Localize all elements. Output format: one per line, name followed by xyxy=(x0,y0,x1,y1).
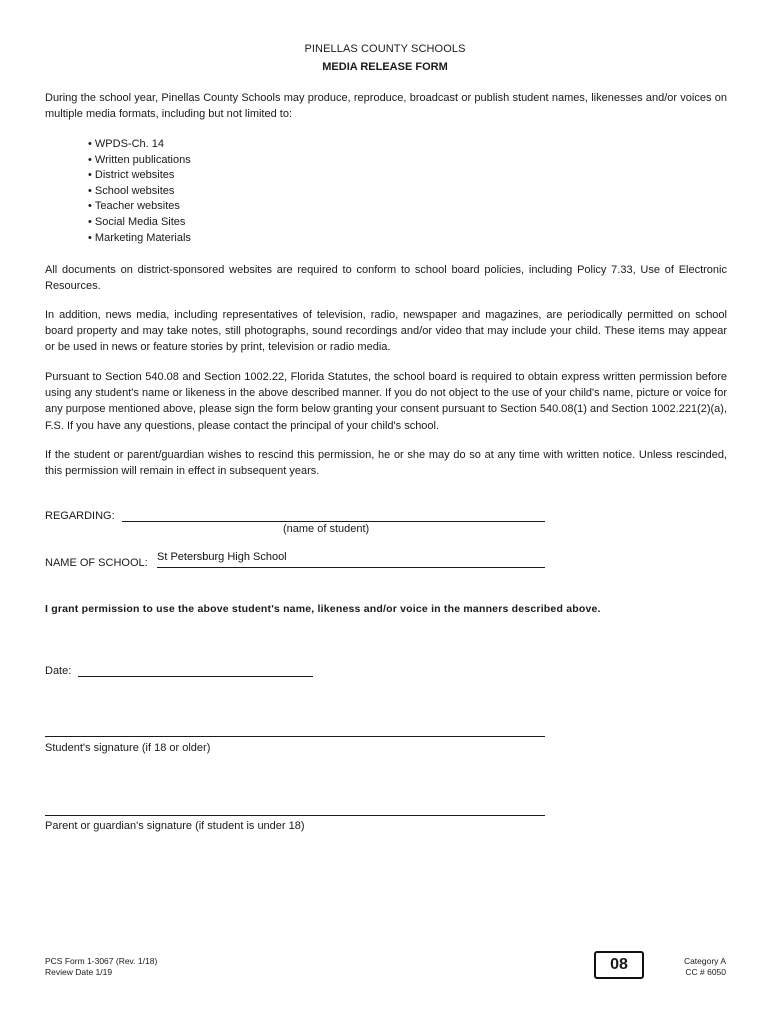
grant-statement: I grant permission to use the above student's name, likeness and/or voice in the manners described above. xyxy=(45,603,601,615)
school-name-value: St Petersburg High School xyxy=(157,551,287,563)
list-item: • Social Media Sites xyxy=(88,215,191,231)
school-label: NAME OF SCHOOL: xyxy=(45,557,148,569)
form-number: PCS Form 1-3067 (Rev. 1/18) xyxy=(45,956,158,966)
list-item: • Written publications xyxy=(88,153,191,169)
footer-form-info xyxy=(45,956,157,978)
date-label: Date: xyxy=(45,665,72,677)
list-item: • School websites xyxy=(88,184,191,200)
intro-paragraph: During the school year, Pinellas County Schools may produce, reproduce, broadcast or publish student names, likenesses and/or voices on multiple media formats, including but not limited to: xyxy=(45,92,727,121)
organization-name: PINELLAS COUNTY SCHOOLS xyxy=(304,43,466,55)
student-name-caption: (name of student) xyxy=(283,523,370,535)
student-name-field[interactable] xyxy=(122,521,545,522)
news-media-paragraph: In addition, news media, including representatives of television, radio, newspaper and magazines, are periodically permitted on school board property and may take notes, still photographs, sound recordings and/or video that may include your child. These items may appear or be used in news or feature stories by print, television or radio media. xyxy=(45,309,727,354)
parent-signature-field[interactable] xyxy=(45,815,545,816)
date-field[interactable] xyxy=(78,676,313,677)
category: Category A xyxy=(683,956,726,966)
student-signature-caption: Student's signature (if 18 or older) xyxy=(45,742,211,754)
footer-category-info xyxy=(640,956,726,978)
parent-signature-caption: Parent or guardian's signature (if student is under 18) xyxy=(45,820,305,832)
cc-number: CC # 6050 xyxy=(685,967,726,977)
rescind-paragraph: If the student or parent/guardian wishes to rescind this permission, he or she may do so at any time with written notice. Unless rescinded, this permission will remain in effect in subsequent years. xyxy=(45,449,727,478)
form-title: MEDIA RELEASE FORM xyxy=(322,61,448,73)
page-number-badge: 08 xyxy=(594,951,644,979)
review-date: Review Date 1/19 xyxy=(45,967,113,977)
list-item: • District websites xyxy=(88,168,191,184)
websites-policy-paragraph: All documents on district-sponsored websites are required to conform to school board policies, including Policy 7.33, Use of Electronic Resources. xyxy=(45,264,727,293)
school-name-field[interactable] xyxy=(157,551,545,568)
statute-paragraph: Pursuant to Section 540.08 and Section 1002.22, Florida Statutes, the school board is required to obtain express written permission before using any student's name or likeness in the above described manner. If you do not object to the use of your child's name, picture or voice for any purpose mentioned above, please sign the form below granting your consent pursuant to Section 540.08(1) and Section 1002.221(2)(a), F.S. If you have any questions, please contact the principal of your child's school. xyxy=(45,371,727,432)
list-item: • WPDS-Ch. 14 xyxy=(88,137,191,153)
list-item: • Marketing Materials xyxy=(88,231,191,247)
media-formats-list xyxy=(88,137,191,246)
list-item: • Teacher websites xyxy=(88,199,191,215)
regarding-label: REGARDING: xyxy=(45,510,115,522)
student-signature-field[interactable] xyxy=(45,736,545,737)
